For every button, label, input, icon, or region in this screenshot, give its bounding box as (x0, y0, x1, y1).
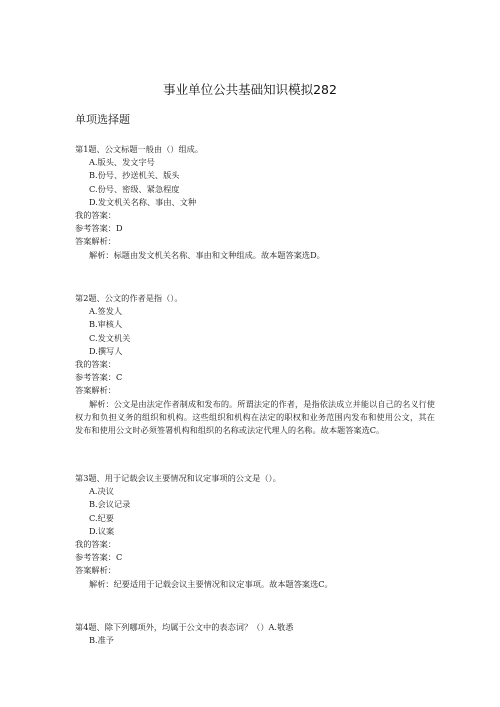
option-a: A.版头、发文字号 (89, 157, 155, 168)
option-d: D.发文机关名称、事由、文种 (89, 196, 197, 207)
option-c: C.纪要 (89, 512, 114, 523)
option-c: C.发文机关 (89, 332, 131, 343)
option-b: B.会议记录 (89, 499, 131, 510)
option-c: C.份号、密级、紧急程度 (89, 183, 180, 194)
option-b: B.份号、抄送机关、版头 (89, 170, 180, 181)
question-2 (75, 292, 435, 437)
option-a: A.签发人 (89, 306, 123, 317)
my-answer-label: 我的答案： (75, 359, 116, 370)
reference-answer: 参考答案：C (75, 372, 123, 383)
reference-answer: 参考答案：C (75, 552, 123, 563)
analysis-text: 解析：公文是由法定作者制成和发布的。所谓法定的作者，是指依法成立并能以自己的名义行使权力和负担义务的组织和机构。这些组织和机构在法定的职权和业务范围内发布和使用公文，其在发布和使用公文时必须签署机构和组织的名称或法定代理人的名称。故本题答案选C。 (75, 398, 435, 436)
option-d: D.撰写人 (89, 345, 123, 356)
option-b: B.审核人 (89, 319, 123, 330)
question-stem: 第2题、公文的作者是指（）。 (75, 293, 183, 303)
section-heading: 单项选择题 (75, 113, 130, 126)
analysis-label: 答案解析： (75, 565, 116, 576)
analysis-label: 答案解析： (75, 385, 116, 396)
page-title: 事业单位公共基础知识模拟282 (163, 82, 337, 97)
question-stem: 第3题、用于记载会议主要情况和议定事项的公文是（）。 (75, 473, 281, 483)
option-a: A.决议 (89, 486, 114, 497)
my-answer-label: 我的答案： (75, 210, 116, 221)
analysis-text: 解析：纪要适用于记载会议主要情况和议定事项。故本题答案选C。 (89, 578, 333, 589)
question-4 (75, 621, 435, 647)
option-b: B.准予 (89, 635, 114, 646)
my-answer-label: 我的答案： (75, 539, 116, 550)
question-stem: 第4题、除下列哪项外，均属于公文中的表态词？（）A.敬悉 (75, 622, 294, 632)
reference-answer: 参考答案：D (75, 223, 123, 234)
question-1 (75, 143, 435, 262)
question-stem: 第1题、公文标题一般由（）组成。 (75, 144, 204, 154)
question-3 (75, 472, 435, 591)
option-d: D.议案 (89, 525, 115, 536)
analysis-label: 答案解析： (75, 236, 116, 247)
analysis-text: 解析：标题由发文机关名称、事由和文种组成。故本题答案选D。 (89, 249, 325, 260)
